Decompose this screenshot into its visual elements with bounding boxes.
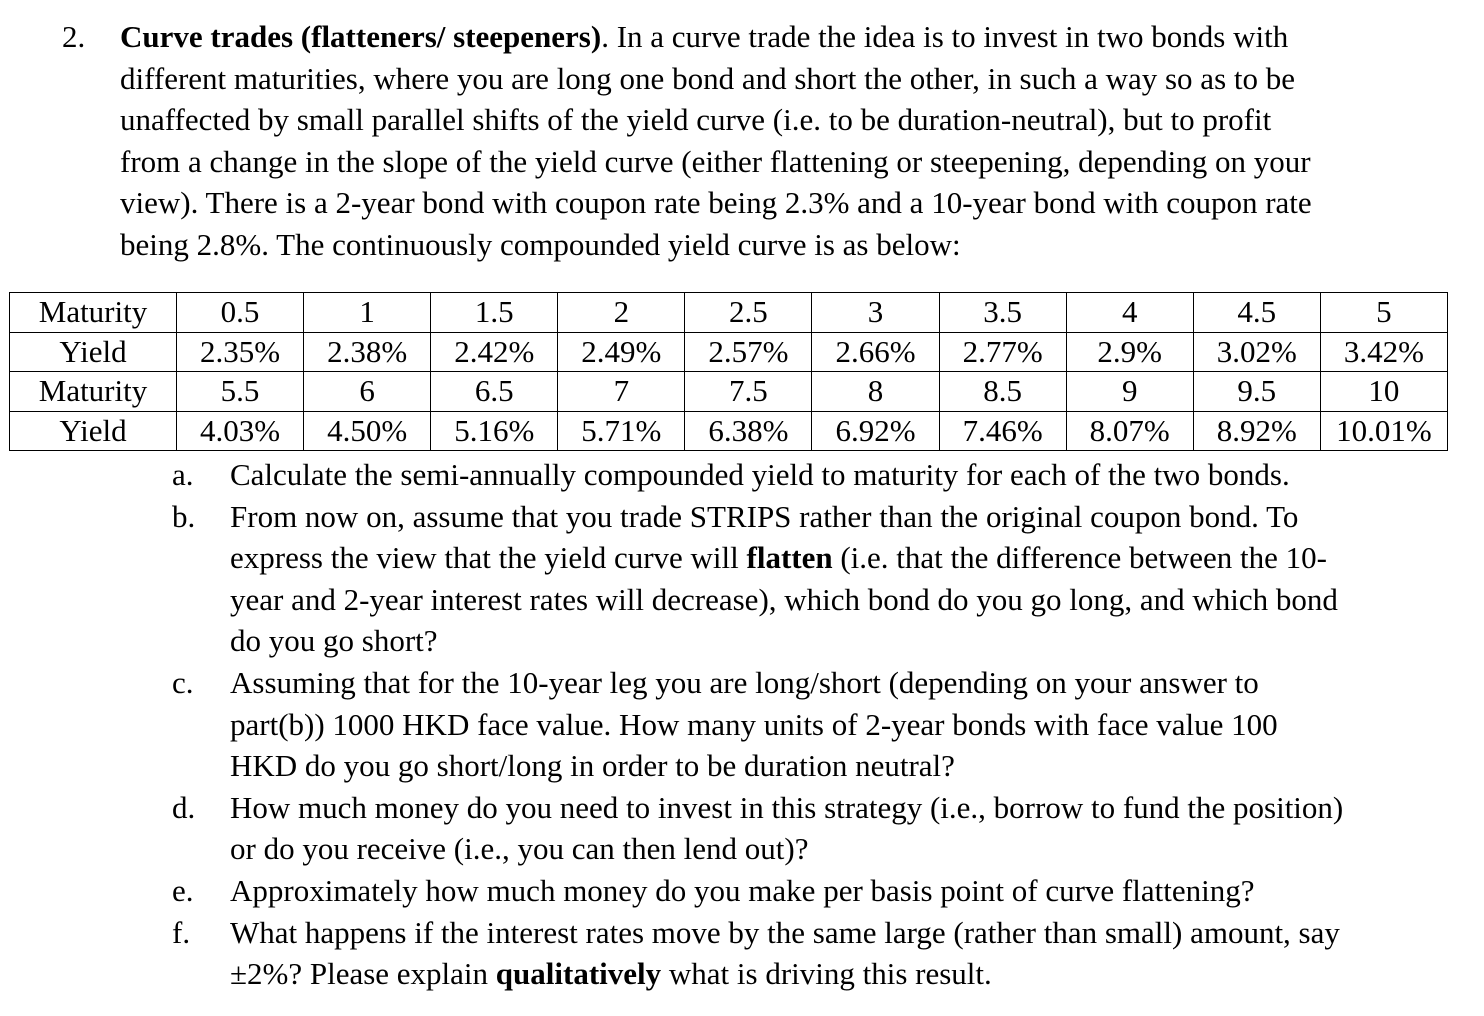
part-b-line-4: do you go short?	[230, 623, 438, 659]
part-b-line-2	[230, 537, 1462, 579]
part-f-line-2	[230, 953, 1462, 995]
yield-cell: 8.07%	[1066, 411, 1193, 451]
part-b	[172, 496, 1462, 662]
intro-line-6: being 2.8%. The continuously compounded yield curve is as below:	[120, 226, 961, 262]
maturity-cell: 1	[304, 293, 431, 333]
yield-cell: 2.35%	[177, 332, 304, 372]
yield-header-cell: Yield	[10, 411, 177, 451]
yield-cell: 10.01%	[1320, 411, 1447, 451]
maturity-cell: 5.5	[177, 372, 304, 412]
part-b-line-1: From now on, assume that you trade STRIPS rather than the original coupon bond. To	[230, 498, 1299, 534]
yield-cell: 2.42%	[431, 332, 558, 372]
question-number: 2.	[62, 19, 86, 54]
part-f-bold-qualitatively: qualitatively	[495, 956, 662, 992]
maturity-row-2	[10, 372, 1448, 412]
part-e-line-1: Approximately how much money do you make per basis point of curve flattening?	[230, 872, 1255, 908]
part-d-line-2: or do you receive (i.e., you can then lend out)?	[230, 831, 809, 867]
maturity-cell: 5	[1320, 293, 1447, 333]
yield-cell: 4.50%	[304, 411, 431, 451]
intro-text: . In a curve trade the idea is to invest in two bonds with	[601, 19, 1289, 54]
part-c	[172, 662, 1462, 787]
intro-line-1	[120, 16, 1440, 58]
part-f-line-1: What happens if the interest rates move by the same large (rather than small) amount, say	[230, 914, 1340, 950]
part-c-line-1: Assuming that for the 10-year leg you are long/short (depending on your answer to	[230, 664, 1259, 700]
yield-cell: 2.66%	[812, 332, 939, 372]
yield-cell: 2.77%	[939, 332, 1066, 372]
yield-curve-table	[9, 292, 1448, 451]
part-a	[172, 454, 1462, 496]
part-letter: d.	[172, 789, 196, 825]
part-b-line-3: year and 2-year interest rates will decrease), which bond do you go long, and which bond	[230, 581, 1338, 617]
maturity-header-cell: Maturity	[10, 293, 177, 333]
question-title: Curve trades (flatteners/ steepeners)	[120, 19, 602, 54]
yield-cell: 4.03%	[177, 411, 304, 451]
part-letter: f.	[172, 914, 191, 950]
part-b-bold-flatten: flatten	[746, 540, 833, 576]
maturity-cell: 4	[1066, 293, 1193, 333]
question-intro	[120, 16, 1440, 265]
intro-line-4: from a change in the slope of the yield curve (either flattening or steepening, depending on your	[120, 143, 1311, 179]
maturity-cell: 7.5	[685, 372, 812, 412]
yield-header-cell: Yield	[10, 332, 177, 372]
yield-cell: 5.71%	[558, 411, 685, 451]
maturity-cell: 6	[304, 372, 431, 412]
part-d	[172, 787, 1462, 870]
yield-row-1	[10, 332, 1448, 372]
part-f	[172, 912, 1462, 995]
maturity-cell: 2	[558, 293, 685, 333]
maturity-cell: 6.5	[431, 372, 558, 412]
maturity-row-1	[10, 293, 1448, 333]
part-f-line-2-post: what is driving this result.	[661, 956, 992, 992]
part-e	[172, 870, 1462, 912]
maturity-cell: 9.5	[1193, 372, 1320, 412]
yield-cell: 3.02%	[1193, 332, 1320, 372]
part-letter: a.	[172, 457, 194, 492]
maturity-cell: 8	[812, 372, 939, 412]
maturity-cell: 3.5	[939, 293, 1066, 333]
intro-line-3: unaffected by small parallel shifts of the yield curve (i.e. to be duration-neutral), but to profit	[120, 102, 1272, 137]
maturity-cell: 3	[812, 293, 939, 333]
sub-questions	[172, 454, 1462, 995]
part-b-line-2-pre: express the view that the yield curve will	[230, 540, 747, 576]
maturity-cell: 7	[558, 372, 685, 412]
part-letter: e.	[172, 872, 194, 908]
part-letter: b.	[172, 498, 196, 534]
intro-line-2: different maturities, where you are long one bond and short the other, in such a way so as to be	[120, 60, 1296, 96]
yield-cell: 6.92%	[812, 411, 939, 451]
part-a-line-1: Calculate the semi-annually compounded yield to maturity for each of the two bonds.	[230, 457, 1290, 492]
yield-row-2	[10, 411, 1448, 451]
yield-cell: 6.38%	[685, 411, 812, 451]
maturity-cell: 0.5	[177, 293, 304, 333]
part-letter: c.	[172, 664, 194, 700]
part-d-line-1: How much money do you need to invest in this strategy (i.e., borrow to fund the position)	[230, 789, 1344, 825]
maturity-cell: 2.5	[685, 293, 812, 333]
yield-cell: 3.42%	[1320, 332, 1447, 372]
yield-cell: 2.9%	[1066, 332, 1193, 372]
yield-cell: 7.46%	[939, 411, 1066, 451]
maturity-cell: 8.5	[939, 372, 1066, 412]
yield-cell: 8.92%	[1193, 411, 1320, 451]
part-b-line-2-post: (i.e. that the difference between the 10-	[832, 540, 1327, 576]
part-f-line-2-pre: ±2%? Please explain	[230, 956, 496, 992]
intro-line-5: view). There is a 2-year bond with coupon rate being 2.3% and a 10-year bond with coupon rate	[120, 185, 1312, 220]
part-c-line-2: part(b)) 1000 HKD face value. How many units of 2-year bonds with face value 100	[230, 706, 1278, 742]
maturity-cell: 9	[1066, 372, 1193, 412]
maturity-header-cell: Maturity	[10, 372, 177, 412]
maturity-cell: 1.5	[431, 293, 558, 333]
maturity-cell: 4.5	[1193, 293, 1320, 333]
yield-cell: 2.38%	[304, 332, 431, 372]
part-c-line-3: HKD do you go short/long in order to be duration neutral?	[230, 748, 955, 784]
yield-cell: 5.16%	[431, 411, 558, 451]
yield-cell: 2.49%	[558, 332, 685, 372]
maturity-cell: 10	[1320, 372, 1447, 412]
yield-cell: 2.57%	[685, 332, 812, 372]
